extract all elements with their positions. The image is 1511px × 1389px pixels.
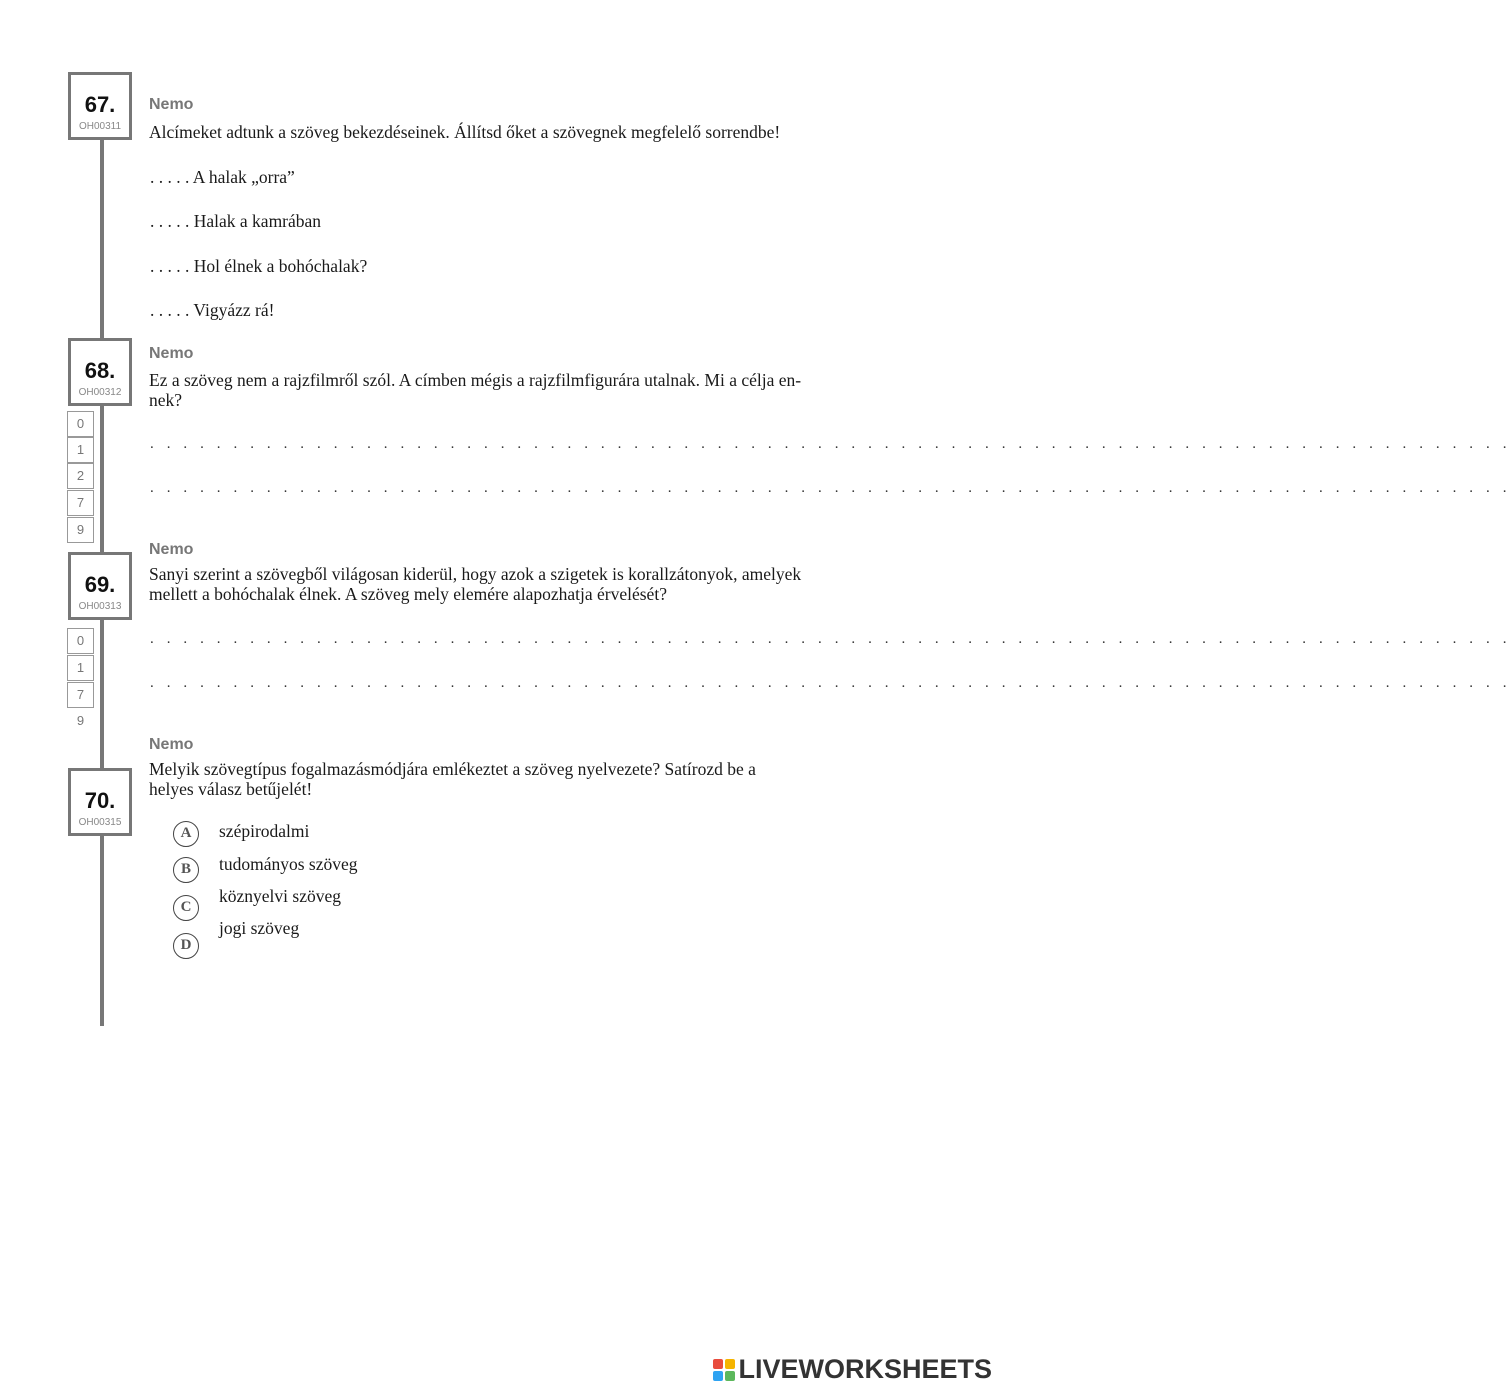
choice-a-radio[interactable]: A [173,821,199,847]
answer-line[interactable]: . . . . . . . . . . . . . . . . . . . . . . . . . . . . . . . . . . . . . . . . . . . . . . . . . . . . . . . . . . . . . . . . . . . . . . . . . . . . . . . . . . [150,675,1511,691]
ordering-item[interactable]: . . . . . Vigyázz rá! [150,300,275,320]
question-number-box-69 [68,552,132,620]
question-code: OH00312 [78,387,122,398]
question-number-box-67 [68,72,132,140]
choice-d-radio[interactable]: D [173,933,199,959]
question-prompt-line: Sanyi szerint a szövegből világosan kiderül, hogy azok a szigetek is korallzátonyok, amelyek [149,564,802,584]
logo-tile [725,1371,735,1381]
score-box[interactable]: 1 [67,655,94,681]
question-prompt-line: nek? [149,390,183,410]
score-box[interactable]: 0 [67,411,94,437]
question-prompt [149,759,909,799]
score-box[interactable]: 9 [67,709,94,735]
answer-line[interactable]: . . . . . . . . . . . . . . . . . . . . . . . . . . . . . . . . . . . . . . . . . . . . . . . . . . . . . . . . . . . . . . . . . . . . . . . . . . . . . . . . . . [150,436,1511,452]
logo-tile [713,1371,723,1381]
question-prompt-line: helyes válasz betűjelét! [149,779,313,799]
question-number: 70. [84,788,116,813]
question-prompt [149,370,909,410]
choice-b-radio[interactable]: B [173,857,199,883]
question-number: 68. [84,358,116,383]
question-heading: Nemo [149,541,194,558]
score-box[interactable]: 7 [67,490,94,516]
question-code: OH00311 [78,121,122,132]
ordering-item[interactable]: . . . . . A halak „orra” [150,167,295,187]
question-prompt: Alcímeket adtunk a szöveg bekezdéseinek. Állítsd őket a szövegnek megfelelő sorrendbe! [149,122,781,142]
question-code: OH00315 [78,817,122,828]
question-heading: Nemo [149,736,194,753]
question-number-box-68 [68,338,132,406]
ordering-item[interactable]: . . . . . Halak a kamrában [150,211,322,231]
score-box[interactable]: 1 [67,437,94,463]
question-prompt-line: Ez a szöveg nem a rajzfilmről szól. A címben mégis a rajzfilmfigurára utalnak. Mi a célja en- [149,370,802,390]
answer-line[interactable]: . . . . . . . . . . . . . . . . . . . . . . . . . . . . . . . . . . . . . . . . . . . . . . . . . . . . . . . . . . . . . . . . . . . . . . . . . . . . . . . . . . [150,631,1511,647]
answer-line[interactable]: . . . . . . . . . . . . . . . . . . . . . . . . . . . . . . . . . . . . . . . . . . . . . . . . . . . . . . . . . . . . . . . . . . . . . . . . . . . . . . . . . . [150,480,1511,496]
question-code: OH00313 [78,601,122,612]
choice-d-label[interactable]: jogi szöveg [219,918,300,938]
liveworksheets-logo [713,1354,992,1385]
question-number: 67. [84,92,116,117]
logo-tile [713,1359,723,1369]
score-box[interactable]: 7 [67,682,94,708]
ordering-item[interactable]: . . . . . Hol élnek a bohóchalak? [150,256,368,276]
question-prompt [149,564,909,604]
brand-text: LIVEWORKSHEETS [738,1354,992,1384]
score-box[interactable]: 9 [67,517,94,543]
logo-mark-icon [713,1359,735,1381]
question-heading: Nemo [149,96,194,113]
score-box[interactable]: 0 [67,628,94,654]
logo-tile [725,1359,735,1369]
choice-c-label[interactable]: köznyelvi szöveg [219,886,341,906]
choice-b-label[interactable]: tudományos szöveg [219,854,358,874]
choice-c-radio[interactable]: C [173,895,199,921]
question-number: 69. [84,572,116,597]
score-box[interactable]: 2 [67,463,94,489]
question-number-box-70 [68,768,132,836]
question-heading: Nemo [149,345,194,362]
question-prompt-line: mellett a bohóchalak élnek. A szöveg mely elemére alapozhatja érvelését? [149,584,667,604]
question-prompt-line: Melyik szövegtípus fogalmazásmódjára emlékeztet a szöveg nyelvezete? Satírozd be a [149,759,756,779]
choice-a-label[interactable]: szépirodalmi [219,821,310,841]
